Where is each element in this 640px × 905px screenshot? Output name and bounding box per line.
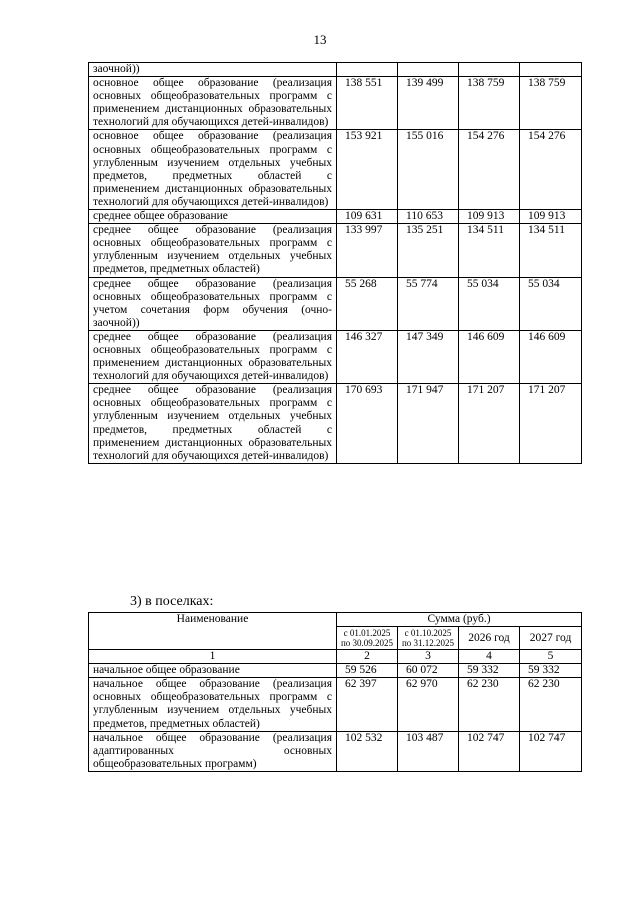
row-value: 134 511 xyxy=(520,224,582,277)
row-value: 138 759 xyxy=(459,77,520,130)
row-value: 155 016 xyxy=(398,130,459,210)
row-value: 147 349 xyxy=(398,330,459,383)
table-row xyxy=(89,77,582,130)
row-value: 146 327 xyxy=(337,330,398,383)
row-name: основное общее образование (реализация основных общеобразовательных программ с углубленным изучением отдельных учебных предметов, предметных областей с применением дистанционных образовательных технологий для обучающихся детей-инвалидов) xyxy=(89,130,337,210)
row-value: 135 251 xyxy=(398,224,459,277)
table-row xyxy=(89,731,582,771)
column-number-5: 5 xyxy=(520,650,582,664)
row-name: начальное общее образование (реализация основных общеобразовательных программ с углубленным изучением отдельных учебных предметов, предметных областей) xyxy=(89,678,337,731)
column-number-4: 4 xyxy=(459,650,520,664)
header-period-4: 2027 год xyxy=(520,627,582,650)
row-value: 59 332 xyxy=(459,664,520,678)
row-value: 146 609 xyxy=(459,330,520,383)
row-value: 154 276 xyxy=(459,130,520,210)
row-name: среднее общее образование (реализация основных общеобразовательных программ с углубленным изучением отдельных учебных предметов, предметных областей с применением дистанционных образовательных технологий для обучающихся детей-инвалидов) xyxy=(89,384,337,464)
row-value: 154 276 xyxy=(520,130,582,210)
row-value xyxy=(459,63,520,77)
header-sum: Сумма (руб.) xyxy=(337,613,582,627)
row-name: заочной)) xyxy=(89,63,337,77)
row-value: 103 487 xyxy=(398,731,459,771)
row-name: начальное общее образование (реализация адаптированных основных общеобразовательных программ) xyxy=(89,731,337,771)
row-value: 62 970 xyxy=(398,678,459,731)
row-value: 171 207 xyxy=(459,384,520,464)
column-number-2: 2 xyxy=(337,650,398,664)
row-value: 110 653 xyxy=(398,210,459,224)
row-name: начальное общее образование xyxy=(89,664,337,678)
header-name: Наименование xyxy=(89,613,337,650)
table-row xyxy=(89,384,582,464)
row-value: 134 511 xyxy=(459,224,520,277)
row-name: среднее общее образование xyxy=(89,210,337,224)
header-period-3: 2026 год xyxy=(459,627,520,650)
row-value: 109 913 xyxy=(459,210,520,224)
row-name: среднее общее образование (реализация основных общеобразовательных программ с углубленным изучением отдельных учебных предметов, предметных областей) xyxy=(89,224,337,277)
row-value xyxy=(337,63,398,77)
table-row xyxy=(89,277,582,330)
row-value: 171 207 xyxy=(520,384,582,464)
column-number-3: 3 xyxy=(398,650,459,664)
row-value: 171 947 xyxy=(398,384,459,464)
table-row xyxy=(89,130,582,210)
row-value: 153 921 xyxy=(337,130,398,210)
page-number: 13 xyxy=(313,32,327,47)
row-value: 139 499 xyxy=(398,77,459,130)
row-name: среднее общее образование (реализация основных общеобразовательных программ с учетом сочетания форм обучения (очно-заочной)) xyxy=(89,277,337,330)
row-value xyxy=(520,63,582,77)
row-value: 102 747 xyxy=(459,731,520,771)
section-heading: 3) в поселках: xyxy=(130,594,214,609)
row-value: 109 631 xyxy=(337,210,398,224)
table-row xyxy=(89,664,582,678)
row-value: 59 526 xyxy=(337,664,398,678)
header-period-1: с 01.01.2025 по 30.09.2025 xyxy=(337,627,398,650)
table-row xyxy=(89,63,582,77)
row-value: 55 034 xyxy=(520,277,582,330)
table-row xyxy=(89,330,582,383)
row-value: 138 551 xyxy=(337,77,398,130)
row-value: 55 774 xyxy=(398,277,459,330)
row-value: 102 747 xyxy=(520,731,582,771)
row-value: 62 230 xyxy=(459,678,520,731)
tariff-table-continued xyxy=(88,62,582,464)
table-row xyxy=(89,210,582,224)
settlements-tariff-table xyxy=(88,612,582,772)
row-name: среднее общее образование (реализация основных общеобразовательных программ с применением дистанционных образовательных технологий для обучающихся детей-инвалидов) xyxy=(89,330,337,383)
row-value: 170 693 xyxy=(337,384,398,464)
row-value: 60 072 xyxy=(398,664,459,678)
column-number-1: 1 xyxy=(89,650,337,664)
row-name: основное общее образование (реализация основных общеобразовательных программ с применением дистанционных образовательных технологий для обучающихся детей-инвалидов) xyxy=(89,77,337,130)
row-value xyxy=(398,63,459,77)
row-value: 59 332 xyxy=(520,664,582,678)
row-value: 102 532 xyxy=(337,731,398,771)
header-period-2: с 01.10.2025 по 31.12.2025 xyxy=(398,627,459,650)
row-value: 146 609 xyxy=(520,330,582,383)
table-row xyxy=(89,678,582,731)
row-value: 138 759 xyxy=(520,77,582,130)
row-value: 55 034 xyxy=(459,277,520,330)
row-value: 133 997 xyxy=(337,224,398,277)
row-value: 109 913 xyxy=(520,210,582,224)
row-value: 62 230 xyxy=(520,678,582,731)
row-value: 62 397 xyxy=(337,678,398,731)
table-row xyxy=(89,224,582,277)
row-value: 55 268 xyxy=(337,277,398,330)
